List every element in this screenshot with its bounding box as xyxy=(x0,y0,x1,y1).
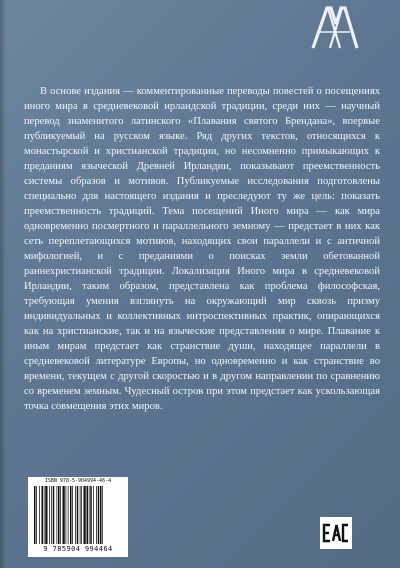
annotation-paragraph: В основе издания — комментированные переводы повестей о посещениях иного мира в средневековой ирландской традиции, среди них — научный перевод знаменитого латинского «Плавания святого Брендана», впервые публикуемый на русском языке. Ряд других текстов, относящихся к монастырской и христианской традиции, но несомненно примыкающих к преданиям языческой Древней Ирландии, показывают преемственность системы образов и мотивов. Публикуемые исследования подготовлены специально для настоящего издания и преследуют ту же цель: показать преемственность традиций. Тема посещений Иного мира — как мира одновременно посмертного и параллельного земному — предстает в них как сеть переплетающихся мотивов, находящих свои параллели и с античной мифологией, и с преданиями о поисках земли обетованной раннехристианской традиции. Локализация Иного мира в средневековой Ирландии, таким образом, представлена как проблема философская, требующая умения взглянуть на окружающий мир сквозь призму индивидуальных и коллективных интроспективных практик, опирающихся как на христианские, так и на языческие представления о мире. Плавание к иным мирам предстает как странствие души, находящее параллели в средневековой литературе Европы, но одновременно и как странствие во времени, текущем с другой скоростью и в другом направлении по сравнению со временем земным. Чудесный остров при этом предстает как ускользающая точка совмещения этих миров. xyxy=(24,86,380,412)
isbn-label: ISBN 978-5-904994-46-4 xyxy=(44,478,112,484)
publisher-monogram-logo xyxy=(309,4,361,50)
isbn-barcode xyxy=(28,477,128,557)
annotation-text xyxy=(24,84,380,414)
barcode-number: 9 785904 994464 xyxy=(43,545,113,553)
eac-conformity-mark-icon xyxy=(320,517,352,549)
spine-shadow xyxy=(0,0,6,568)
barcode-bars xyxy=(32,486,124,544)
